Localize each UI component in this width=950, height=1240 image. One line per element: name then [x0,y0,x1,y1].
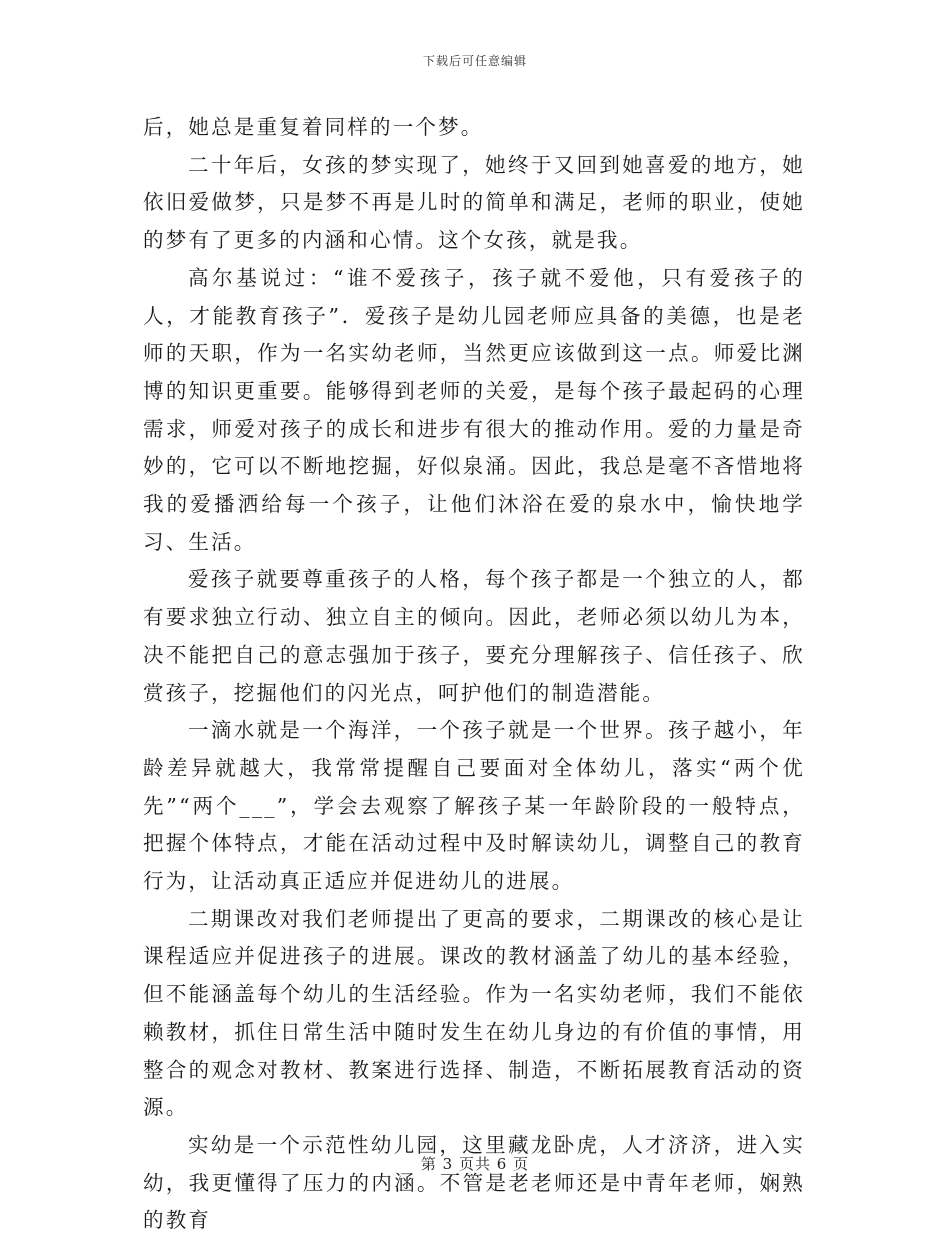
paragraph: 高尔基说过：“谁不爱孩子，孩子就不爱他，只有爱孩子的人，才能教育孩子”．爱孩子是幼儿园老师应具备的美德，也是老师的天职，作为一名实幼老师，当然更应该做到这一点。师爱比渊博的知识更重要。能够得到老师的关爱，是每个孩子最起码的心理需求，师爱对孩子的成长和进步有很大的推动作用。爱的力量是奇妙的，它可以不断地挖掘，好似泉涌。因此，我总是毫不吝惜地将我的爱播洒给每一个孩子，让他们沐浴在爱的泉水中，愉快地学习、生活。 [143,265,805,554]
page-header: 下载后可任意编辑 [422,54,527,68]
paragraph-continuation: 后，她总是重复着同样的一个梦。 [143,115,484,139]
paragraph: 实幼是一个示范性幼儿园，这里藏龙卧虎，人才济济，进入实幼，我更懂得了压力的内涵。不管是老老师还是中青年老师，娴熟的教育 [143,1132,805,1233]
paragraph: 二十年后，女孩的梦实现了，她终于又回到她喜爱的地方，她依旧爱做梦，只是梦不再是儿时的简单和满足，老师的职业，使她的梦有了更多的内涵和心情。这个女孩，就是我。 [143,152,805,253]
paragraph: 二期课改对我们老师提出了更高的要求，二期课改的核心是让课程适应并促进孩子的进展。课改的教材涵盖了幼儿的基本经验，但不能涵盖每个幼儿的生活经验。作为一名实幼老师，我们不能依赖教材，抓住日常生活中随时发生在幼儿身边的有价值的事情，用整合的观念对教材、教案进行选择、制造，不断拓展教育活动的资源。 [143,906,805,1120]
paragraph: 一滴水就是一个海洋，一个孩子就是一个世界。孩子越小，年龄差异就越大，我常常提醒自己要面对全体幼儿，落实“两个优先”“两个___”，学会去观察了解孩子某一年龄阶段的一般特点，把握个体特点，才能在活动过程中及时解读幼儿，调整自己的教育行为，让活动真正适应并促进幼儿的进展。 [143,718,805,894]
page-number: 第 3 页共 6 页 [420,1155,530,1173]
paragraph: 爱孩子就要尊重孩子的人格，每个孩子都是一个独立的人，都有要求独立行动、独立自主的倾向。因此，老师必须以幼儿为本，决不能把自己的意志强加于孩子，要充分理解孩子、信任孩子、欣赏孩子，挖掘他们的闪光点，呵护他们的制造潜能。 [143,567,805,705]
document-body [143,109,805,1240]
